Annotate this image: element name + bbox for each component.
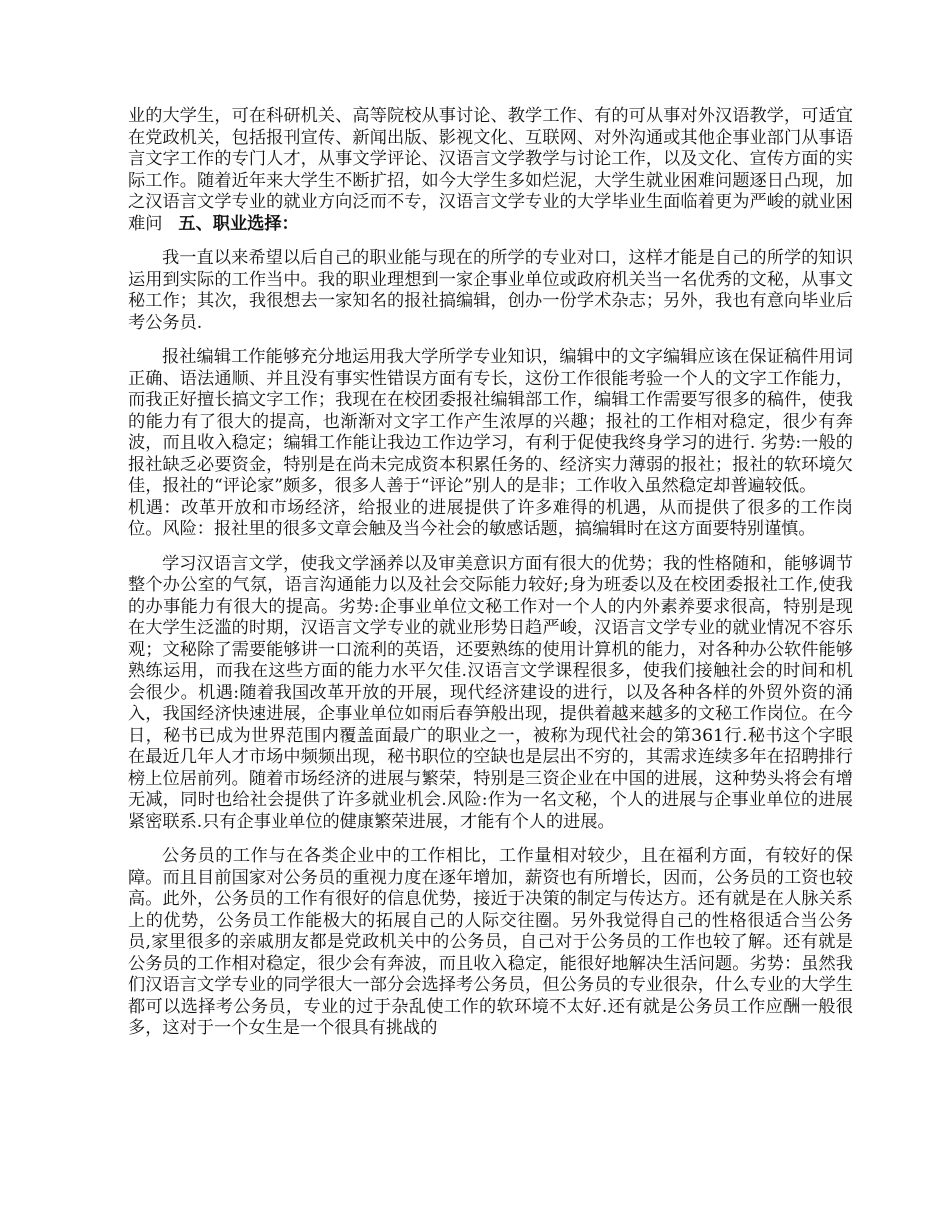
paragraph-opportunity-risk: 机遇：改革开放和市场经济，给报业的进展提供了许多难得的机遇，从而提供了很多的工作岗位。风险：报社里的很多文章会触及当今社会的敏感话题，搞编辑时在这方面要特别谨慎。 (128, 497, 853, 539)
section-heading-career-choice: 五、职业选择： (178, 213, 299, 234)
paragraph-secretary: 学习汉语言文学，使我文学涵养以及审美意识方面有很大的优势；我的性格随和，能够调节整个办公室的气氛，语言沟通能力以及社会交际能力较好;身为班委以及在校团委报社工作,使我的办事能力有很大的提高。劣势:企事业单位文秘工作对一个人的内外素养要求很高，特别是现在大学生泛滥的时期，汉语言文学专业的就业形势日趋严峻，汉语言文学专业的就业情况不容乐观；文秘除了需要能够讲一口流利的英语，还要熟练的使用计算机的能力，对各种办公软件能够熟练运用，而我在这些方面的能力水平欠佳.汉语言文学课程很多，使我们接触社会的时间和机会很少。机遇:随着我国改革开放的开展，现代经济建设的进行，以及各种各样的外贸外资的涌入，我国经济快速进展，企事业单位如雨后春笋般出现，提供着越来越多的文秘工作岗位。在今日，秘书已成为世界范围内覆盖面最广的职业之一，被称为现代社会的第361行.秘书这个字眼在最近几年人才市场中频频出现，秘书职位的空缺也是层出不穷的，其需求连续多年在招聘排行榜上位居前列。随着市场经济的进展与繁荣，特别是三资企业在中国的进展，这种势头将会有增无减，同时也给社会提供了许多就业机会.风险:作为一名文秘，个人的进展与企事业单位的进展紧密联系.只有企事业单位的健康繁荣进展，才能有个人的进展。 (128, 553, 853, 832)
paragraph-newspaper-editor: 报社编辑工作能够充分地运用我大学所学专业知识，编辑中的文字编辑应该在保证稿件用词正确、语法通顺、并且没有事实性错误方面有专长，这份工作很能考验一个人的文字工作能力，而我正好擅长搞文字工作；我现在在校团委报社编辑部工作，编辑工作需要写很多的稿件，使我的能力有了很大的提高，也渐渐对文字工作产生浓厚的兴趣；报社的工作相对稳定，很少有奔波，而且收入稳定；编辑工作能让我边工作边学习，有利于促使我终身学习的进行. 劣势:一般的报社缺乏必要资金，特别是在尚未完成资本积累任务的、经济实力薄弱的报社；报社的软环境欠佳，报社的“评论家”颇多，很多人善于“评论”别人的是非；工作收入虽然稳定却普遍较低。 (128, 347, 853, 496)
document-body (128, 106, 853, 1053)
paragraph-civil-servant: 公务员的工作与在各类企业中的工作相比，工作量相对较少，且在福利方面，有较好的保障。而且目前国家对公务员的重视力度在逐年增加，薪资也有所增长，因而，公务员的工资也较高。此外，公务员的工作有很好的信息优势，接近于决策的制定与传达方。还有就是在人脉关系上的优势，公务员工作能极大的拓展自己的人际交往圈。另外我觉得自己的性格很适合当公务员,家里很多的亲戚朋友都是党政机关中的公务员，自己对于公务员的工作也较了解。还有就是公务员的工作相对稳定，很少会有奔波，而且收入稳定，能很好地解决生活问题。劣势：虽然我们汉语言文学专业的同学很大一部分会选择考公务员，但公务员的专业很杂，什么专业的大学生都可以选择考公务员，专业的过于杂乱使工作的软环境不太好.还有就是公务员工作应酬一般很多，这对于一个女生是一个很具有挑战的 (128, 846, 853, 1038)
paragraph-career-ideal: 我一直以来希望以后自己的职业能与现在的所学的专业对口，这样才能是自己的所学的知识运用到实际的工作当中。我的职业理想到一家企事业单位或政府机关当一名优秀的文秘，从事文秘工作；其次，我很想去一家知名的报社搞编辑，创办一份学术杂志；另外，我也有意向毕业后考公务员. (128, 248, 853, 333)
paragraph-employment-directions (128, 106, 853, 235)
paragraph-text: 业的大学生，可在科研机关、高等院校从事讨论、教学工作、有的可从事对外汉语教学，可适宜在党政机关，包括报刊宣传、新闻出版、影视文化、互联网、对外沟通或其他企事业部门从事语言文字工作的专门人才，从事文学评论、汉语言文学教学与讨论工作，以及文化、宣传方面的实际工作。随着近年来大学生不断扩招，如今大学生多如烂泥，大学生就业困难问题逐日凸现，加之汉语言文学专业的就业方向泛而不专，汉语言文学专业的大学毕业生面临着更为严峻的就业困难问 (128, 106, 853, 234)
